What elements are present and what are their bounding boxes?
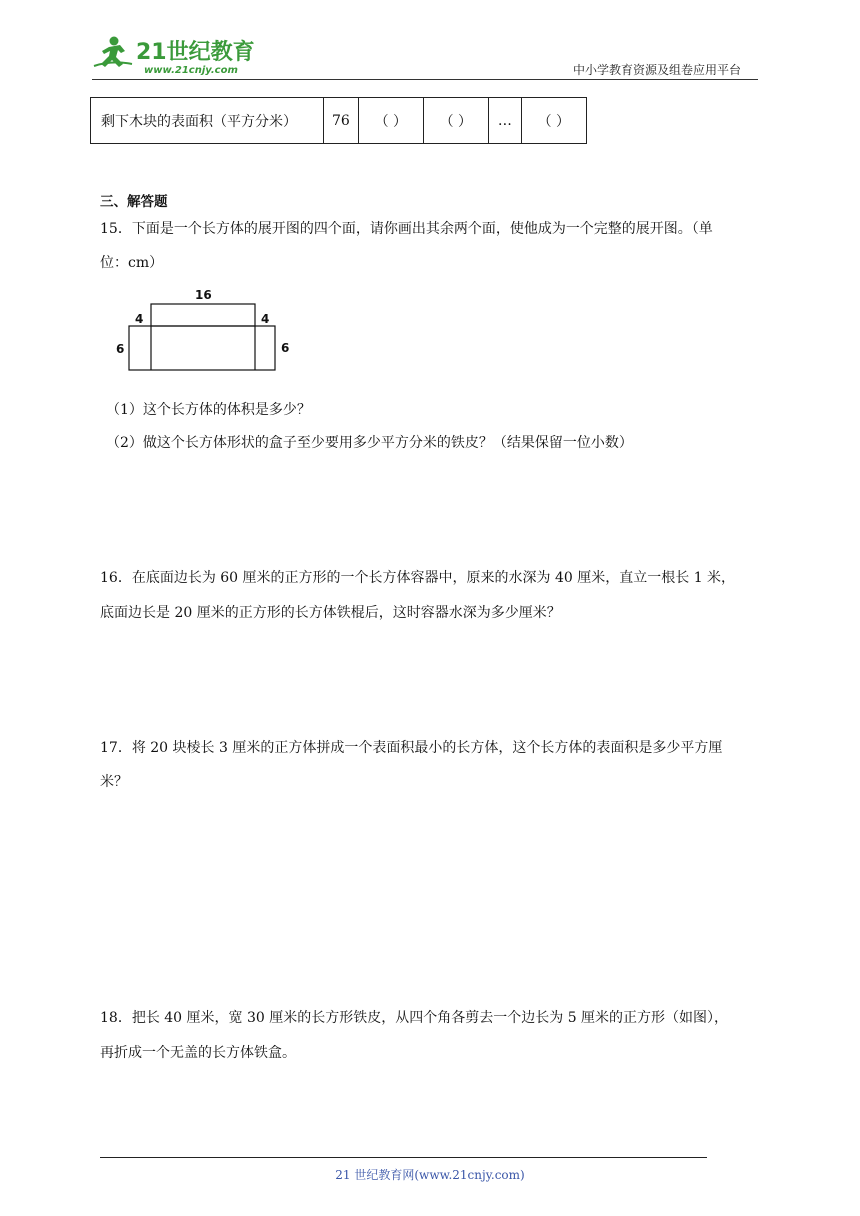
section-title: 三、解答题 bbox=[100, 194, 168, 210]
question-18-text-cont: 再折成一个无盖的长方体铁盒。 bbox=[100, 1045, 296, 1061]
logo-text: 21世纪教育 bbox=[136, 40, 255, 65]
table-cell-blank: （ ） bbox=[521, 98, 586, 144]
header-divider bbox=[92, 79, 758, 80]
question-15-text: 15．下面是一个长方体的展开图的四个面，请你画出其余两个面，使他成为一个完整的展开图。（单 bbox=[100, 221, 713, 237]
footer-divider bbox=[100, 1157, 707, 1158]
net-label-top: 16 bbox=[195, 288, 212, 302]
logo-url: www.21cnjy.com bbox=[144, 65, 238, 76]
site-logo bbox=[92, 34, 262, 78]
question-15-sub1: （1）这个长方体的体积是多少？ bbox=[106, 402, 311, 418]
table-cell-blank: （ ） bbox=[423, 98, 488, 144]
table-row-label: 剩下木块的表面积（平方分米） bbox=[91, 98, 324, 144]
table-cell: 76 bbox=[324, 98, 359, 144]
surface-area-table bbox=[90, 97, 587, 144]
question-17-text: 17．将 20 块棱长 3 厘米的正方体拼成一个表面积最小的长方体，这个长方体的表面积是多少平方厘 bbox=[100, 740, 723, 756]
question-16-text: 16．在底面边长为 60 厘米的正方形的一个长方体容器中，原来的水深为 40 厘米，直立一根长 1 米， bbox=[100, 570, 736, 586]
net-top-face bbox=[151, 304, 255, 326]
net-label-left-side: 6 bbox=[116, 342, 125, 356]
table-cell-blank: （ ） bbox=[358, 98, 423, 144]
platform-name: 中小学教育资源及组卷应用平台 bbox=[573, 63, 742, 77]
cuboid-net-figure bbox=[110, 284, 290, 376]
table-row bbox=[91, 98, 587, 144]
question-17-text-cont: 米？ bbox=[100, 774, 128, 790]
net-label-right-small: 4 bbox=[261, 312, 270, 326]
net-label-left-small: 4 bbox=[135, 312, 144, 326]
question-15-sub2: （2）做这个长方体形状的盒子至少要用多少平方分米的铁皮？（结果保留一位小数） bbox=[106, 435, 633, 451]
question-15-text-cont: 位：cm） bbox=[100, 255, 164, 271]
question-18-text: 18．把长 40 厘米，宽 30 厘米的长方形铁皮，从四个角各剪去一个边长为 5 厘米的正方形（如图）， bbox=[100, 1010, 729, 1026]
net-label-right-side: 6 bbox=[281, 341, 290, 355]
table-cell-ellipsis: … bbox=[488, 98, 521, 144]
footer-text: 21 世纪教育网(www.21cnjy.com) bbox=[335, 1168, 525, 1182]
question-16-text-cont: 底面边长是 20 厘米的正方形的长方体铁棍后，这时容器水深为多少厘米？ bbox=[100, 605, 561, 621]
